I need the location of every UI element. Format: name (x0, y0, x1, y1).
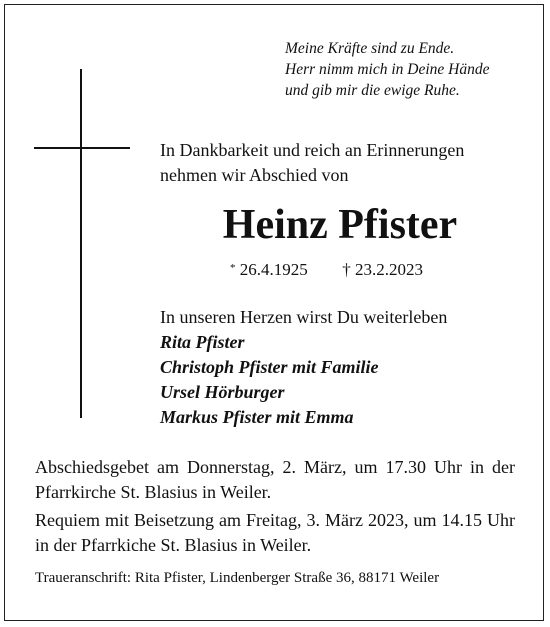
mourners-heading: In unseren Herzen wirst Du weiterleben (160, 307, 448, 327)
mourners-block (160, 305, 447, 430)
life-dates (230, 256, 423, 282)
poem-line: Meine Kräfte sind zu Ende. (285, 40, 455, 57)
intro-text (160, 138, 464, 188)
poem-verse (285, 38, 489, 101)
mourner-name: Christoph Pfister mit Familie (160, 357, 379, 377)
poem-line: und gib mir die ewige Ruhe. (285, 82, 460, 99)
birth-date: 26.4.1925 (239, 260, 308, 279)
farewell-prayer-text: Abschiedsgebet am Donnerstag, 2. März, um 17.30 Uhr in der Pfarrkirche St. Blasius in Weiler. (35, 457, 515, 502)
cross-icon-bar (34, 147, 130, 149)
death-cross-icon: † (342, 260, 351, 279)
death-date: 23.2.2023 (355, 260, 423, 279)
service-info (35, 455, 515, 558)
requiem-text: Requiem mit Beisetzung am Freitag, 3. März 2023, um 14.15 Uhr in der Pfarrkiche St. Blasius in Weiler. (35, 510, 515, 555)
poem-line: Herr nimm mich in Deine Hände (285, 61, 490, 78)
mourning-address: Traueranschrift: Rita Pfister, Lindenberger Straße 36, 88171 Weiler (35, 570, 440, 586)
intro-line: nehmen wir Abschied von (160, 165, 349, 185)
mourner-name: Markus Pfister mit Emma (160, 407, 354, 427)
deceased-name: Heinz Pfister (222, 202, 458, 248)
mourner-name: Rita Pfister (160, 332, 245, 352)
mourner-name: Ursel Hörburger (160, 382, 285, 402)
birth-star-icon: * (230, 262, 236, 274)
cross-icon (80, 69, 82, 418)
intro-line: In Dankbarkeit und reich an Erinnerungen (160, 140, 465, 160)
